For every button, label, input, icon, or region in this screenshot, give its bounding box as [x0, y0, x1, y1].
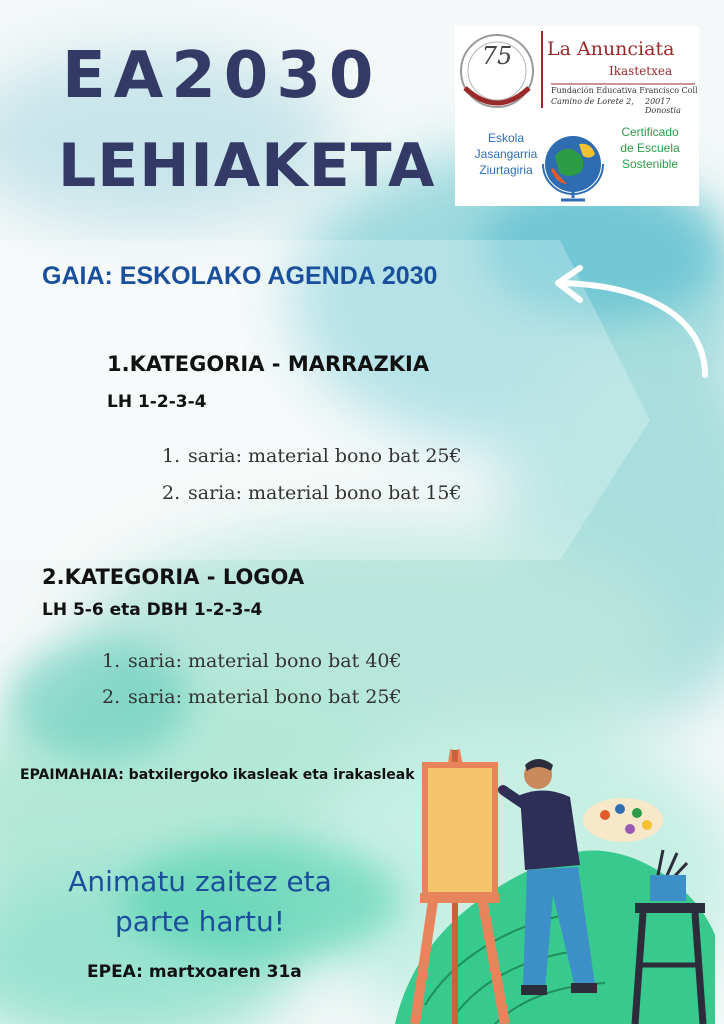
cta-line-1: Animatu zaitez eta — [68, 865, 332, 898]
eco-right-line: de Escuela — [620, 141, 680, 155]
title-line-1: EA2030 — [62, 39, 382, 113]
deadline: EPEA: martxoaren 31a — [87, 962, 302, 982]
category-1-levels: LH 1-2-3-4 — [107, 392, 207, 412]
prize-text: saria: material bono bat 25€ — [188, 445, 462, 467]
category-2-title: 2.KATEGORIA - LOGOA — [42, 565, 305, 589]
palette-icon — [583, 798, 663, 842]
category-1-prize-2 — [162, 482, 462, 504]
brush-jar-icon — [650, 850, 687, 901]
eco-left-line: Ziurtagiria — [479, 163, 533, 177]
foundation-name: Fundación Educativa Francisco Coll — [551, 86, 698, 95]
logos-panel — [455, 26, 699, 206]
anniversary-number: 75 — [481, 42, 513, 70]
prize-number: 1. — [162, 445, 181, 467]
painter-illustration — [395, 735, 715, 1024]
eco-certificate-basque — [469, 130, 543, 178]
eco-right-line: Sostenible — [621, 157, 679, 171]
jury-note: EPAIMAHAIA: batxilergoko ikasleak eta irakasleak — [20, 767, 415, 783]
title-line-2: LEHIAKETA — [58, 131, 436, 201]
call-to-action — [40, 862, 360, 942]
address-street: Camino de Lorete 2, — [551, 97, 634, 106]
prize-text: saria: material bono bat 40€ — [128, 650, 402, 672]
address-city: 20017 Donostia — [645, 97, 681, 115]
anniversary-caption: F.Coll — [484, 88, 510, 98]
category-2-levels: LH 5-6 eta DBH 1-2-3-4 — [42, 600, 263, 620]
category-1-prize-1 — [162, 445, 462, 467]
category-2-prize-2 — [102, 686, 402, 708]
prize-number: 2. — [162, 482, 181, 504]
globe-icon — [543, 136, 603, 200]
eco-left-line: Eskola — [487, 131, 525, 145]
cta-line-2: parte hartu! — [115, 905, 285, 938]
school-name: La Anunciata — [547, 38, 675, 60]
eco-left-line: Jasangarria — [474, 147, 538, 161]
school-sub: Ikastetxea — [609, 64, 673, 78]
prize-number: 1. — [102, 650, 121, 672]
eco-right-line: Certificado — [621, 125, 679, 139]
prize-number: 2. — [102, 686, 121, 708]
category-1-title: 1.KATEGORIA - MARRAZKIA — [107, 352, 430, 376]
category-2-prize-1 — [102, 650, 402, 672]
prize-text: saria: material bono bat 15€ — [188, 482, 462, 504]
theme-heading: GAIA: ESKOLAKO AGENDA 2030 — [42, 262, 438, 290]
eco-certificate-spanish — [605, 124, 695, 172]
prize-text: saria: material bono bat 25€ — [128, 686, 402, 708]
